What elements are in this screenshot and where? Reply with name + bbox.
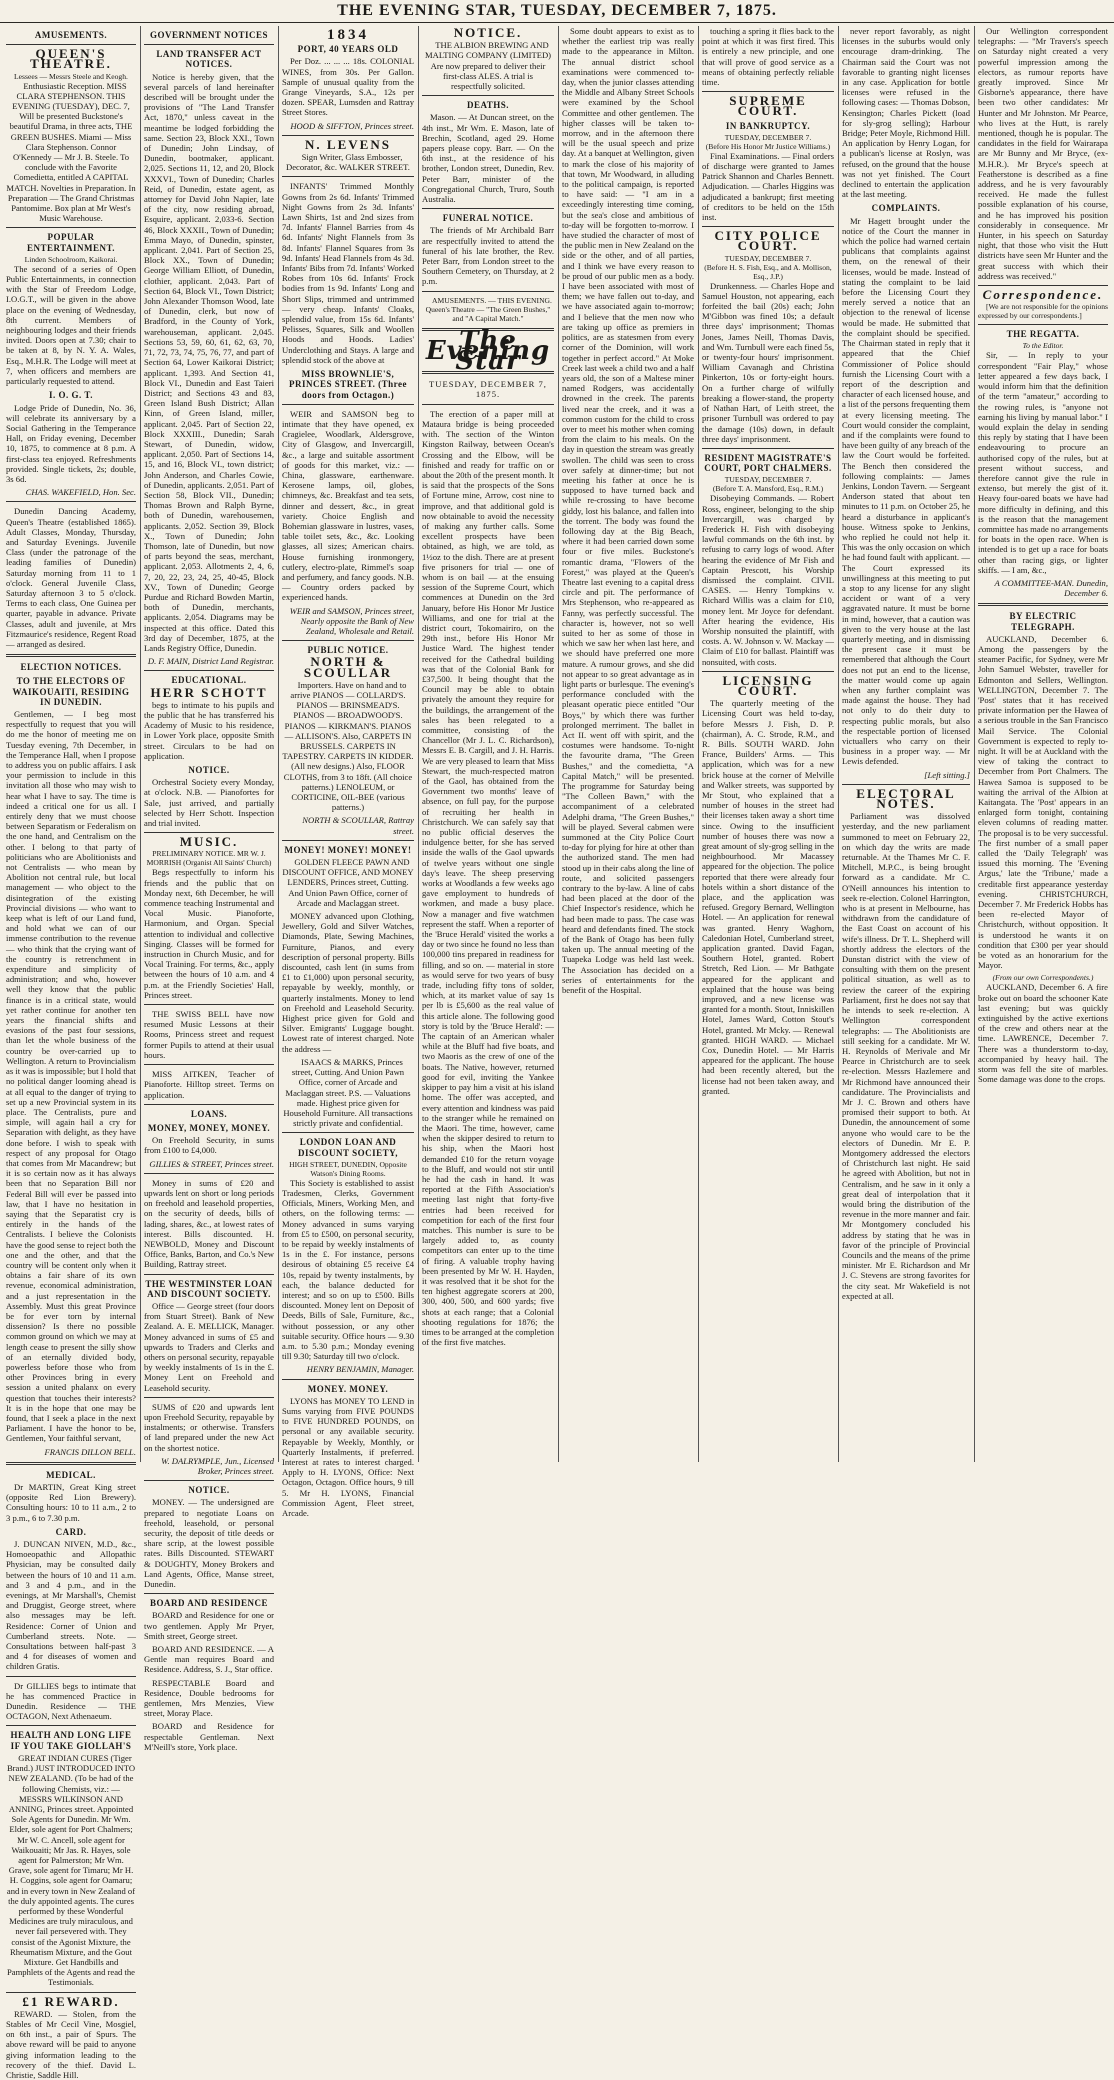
card-title: CARD. <box>55 1526 87 1537</box>
gillies-notice: Dr GILLIES begs to intimate that he has commenced Practice in Dunedin. Residence — THE OCTAGON, Next Athenaeum. <box>6 1680 136 1722</box>
medical-title: MEDICAL. <box>46 1469 96 1480</box>
resident-title: RESIDENT MAGISTRATE'S COURT, PORT CHALMERS. <box>704 452 832 474</box>
health-title: HEALTH AND LONG LIFE IF YOU TAKE GIOLLAH'S <box>10 1730 132 1751</box>
funeral-title: FUNERAL NOTICE. <box>442 213 534 224</box>
column6-intro: touching a spring it flies back to the point at which it was first fired. This is entirely a new principle, and one that will prove of good service as a means of obtaining perfectly reliable time. <box>702 26 834 88</box>
port-signature: HOOD & SIFFTON, Princes street. <box>290 120 414 131</box>
levens-title: N. LEVENS <box>305 136 391 152</box>
government-header: GOVERNMENT NOTICES <box>149 30 269 40</box>
weir-body: WEIR and SAMSON beg to intimate that they have opened, ex Cragielee, Woodlark, Aldersgrove, City of Glasgow, and Invercargill, &c., a large and suitable assortment of goods for this market, viz.: — China, glassware, earthenware. Kerosene lamps, oil, globes, chimneys, &c. Breakfast and tea sets, dinner and dessert, &c., in great variety. Choice English and Bohemian glassware in lustres, vases, table toilet sets, &c., &c. Looking glasses, all sizes; American chairs. House furnishing ironmongery, cutlery, electro-plate, Rimmel's soap and perfumery, and fancy goods. N.B. — Country orders packed by experienced hands. <box>282 408 414 603</box>
public-notice-title: PUBLIC NOTICE. <box>307 645 389 656</box>
loans-header: LOANS. <box>190 1108 228 1119</box>
column-6 <box>702 26 834 1462</box>
bankruptcy-body: Final Examinations. — Final orders of discharge were granted to James Patrick Shannon and Charles Bennett. Adjudication. — Charles Higgins was adjudicated a bankrupt; first meeting of creditors to be held on the 15th inst. <box>702 150 834 223</box>
popular-venue: Linden Schoolroom, Kaikorai. <box>24 254 118 264</box>
popular-title: POPULAR ENTERTAINMENT. <box>26 232 116 253</box>
funeral-body: The friends of Mr Archibald Barr are respectfully invited to attend the funeral of his late brother, the Rev. Peter Barr, from London street to the Southern Cemetery, on Thursday, at 2 p.m. <box>422 225 554 287</box>
electoral-body: Parliament was dissolved yesterday, and the new parliament summoned to meet on February 22, on which day the writs are made returnable. At the Thames Mr C. F. Mitchell, M.P.C., is being brought forward as a candidate. Mr C. O'Neill announces his intention to seek re-election. Colonel Harrington, who is at present in Melbourne, has withdrawn from the candidature of the East Coast on account of his wife's illness. Dr T. L. Shepherd will shortly address the electors of the Dunstan district with the view of consulting with them on the present political situation, as well as to review the career of the expiring Parliament, first he does not say that he intends to seek re-election. A Wellington correspondent telegraphs: — The Abolitionists are still seeking for a candidate. Mr W. H. Reynolds of Merivale and Mr Pearce in Christchurch are to seek re-election. Messrs Hazlemere and Mr Richmond have announced their candidature. The Provincialists and Mr J. C. Brown and others have promised their support to both. At Dunedin, the announcement of some anyone who would care to be the electors of Dunedin. Mr E. P. Montgomery addressed the electors of Christchurch last night. He said he agreed with Abolition, but not in Centralism, and he saw in it only a great deal of interpolation that it would bring the distribution of the revenue in the more manner and fair. Mr Montgomery concluded his address by stating that he was in favor of the principle of Provincial Councils and the means of the prime minister. Mr E. Richardson and Mr J. C. Stevens are strong favorites for the city seat. Mr Wakefield is not expected at all. <box>842 811 970 1301</box>
scoullar-title: NORTH & SCOULLAR <box>303 654 393 680</box>
complaints-title: COMPLAINTS. <box>871 203 941 214</box>
notice2-body: MONEY. — The undersigned are prepared to negotiate Loans on freehold, leasehold, or personal security, the deposit of title deeds or share scrip, at the lowest possible rates. Bills Discounted. STEWART & DOUGHTY, Money Brokers and Land Agents, Office, Manse street, Dunedin. <box>144 1497 274 1590</box>
indian-cures-body: GREAT INDIAN CURES (Tiger Brand.) JUST INTRODUCED INTO NEW ZEALAND. (To be had of the following Chemists, viz.: — MESSRS WILKINSON AND ANNING, Princes street. Appointed Sole Agents for Dunedin. Mr Wm. Elder, sole agent for Port Chalmers; Mr W. C. Ancell, sole agent for Waikouaiti; Mr Jas. R. Hayes, sole agent for Palmerston; Mr Wm. Grave, sole agent for Timaru; Mr H. H. Coggins, sole agent for Oamaru; and in every town in New Zealand of the duly appointed agents. The cures performed by these Wonderful Medicines are truly miraculous, and never fail persevered with. They consist of the Agonist Mixture, the Rheumatism Mixture, and the Gout Mixture. Get Handbills and Pamphlets of the Agents and read the Testimonials. <box>6 1752 136 1988</box>
city-police-judge: (Before H. S. Fish, Esq., and A. Mollison, Esq., J.P.) <box>704 262 832 281</box>
amusements-line: AMUSEMENTS. — THIS EVENING. Queen's Theatre — "The Green Bushes," and "A Capital Match." <box>425 295 552 323</box>
board-notice-1: BOARD and Residence for one or two gentlemen. Apply Mr Pryer, Smith street, George street. <box>144 1610 274 1641</box>
board-notice-2: BOARD AND RESIDENCE. — A Gentle man requires Board and Residence. Address, S. J., Star office. <box>144 1644 274 1675</box>
resident-date: TUESDAY, DECEMBER 7. <box>724 475 812 485</box>
correspondence-note: [We are not responsible for the opinions expressed by our correspondents.] <box>978 302 1108 321</box>
column5-text: Some doubt appears to exist as to whether the earliest trip was really made to the appearance in Milton. The annual district school examinations were commenced to-day, when the junior classes attending the Middle and Albany Street Schools were examined by the School Committee and other gentlemen. The higher classes will be taken to-morrow, and in the afternoon there will be the usual speech and prize day. At a banquet at Wellington, given to mark the close of his majority of that town, Mr Woodward, in alluding to the political campaign, is reported to have said: — "I am in a exceedingly interesting time coming, but the sea's close and ambitious of to-day will be forgotten to-morrow. I have studied the character of most of the public men in New Zealand on the side or the other, and of all parties, and I think we have every reason to be proud of our public men as a body. I have been associated with most of them; we have fallen out to-day, and we have associated again to-morrow; and I believe that the men now who are taking up office as premiers in politics, are as statesmen from every corner of the Dominion, will work together in perfect accord." At Moke Creek last week a child two and a half years old, the son of a Maltese miner named Rodgers, was accidentally drowned in the creek. The parents lived near the creek, and it was a common custom for the child to cross over to meet his mother when coming from the claim to his meals. On the day in question the stream was greatly swollen. The child was seen to cross over safely at dinner-time; but not meeting his father at once he is supposed to have turned back and while re-crossing to have become giddy, lost his balance, and fallen into the torrent. The body was found the following day at the Big Beach, where it had been carried down some four or five miles. Buckstone's romantic drama, "Flowers of the Forest," was played at the Queen's Theatre last evening to a capital dress circle and pit. The performance of Mrs Stephenson, who re-appeared as Fanny, was perfectly successful. The character is, however, not so well suited to her as some of those in which we saw her when last here, and we should have preferred one more mature. A rumour grows, and she did not appear to so great advantage as in light parts or burlesque. The evening's performance concluded with the pleasant operatic piece entitled "Our Boys," by which there was further prolonged merriment. The ballet in Act II. went off with spirit, and the costumes were handsome. To-night the favourite drama, "The Green Bushes," and the comedietta, "A Capital Match," will be presented. The programme for Saturday being "The Colleen Bawn," with the accompaniment of a celebrated Adelphi drama, "The Green Bushes," will be played. Several cabmen were summoned at the City Police Court to-day for plying for hire at other than the authorized stand. The men had stood up in their cabs along the line of route, and solicited passengers contrary to the by-law. A line of cabs had been placed at the door of the Chief Inspector's residence, which he had been made to pass. The case was heard and defendants fined. The stock of the Bank of Otago has been fully taken up. The annual meeting of the Tuapeka Lodge was held last week. The Association has decided on a series of entertainments for the benefit of the Hospital. <box>562 26 694 996</box>
telegraph-body: AUCKLAND, December 6. Among the passengers by the steamer Pacific, for Sydney, were Mr John Samuel Webster, traveller for Edmonton and Sellers, Wellington. WELLINGTON, December 7. The 'Post' states that it has received private information per the Hawea of a serious trouble in the San Francisco Mail Service. The Colonial Government is expected to reply to-night. It will be at Auckland with the view of taking the contract to December from Port Chalmers. The Hawea Samoa is supposed to be waiting the arrival of the Albion at Kaitangata. The 'Post' appears in an enlarged form tonight, containing eleven columns of reading matter. The proposal is to be very successful. The first number of a small paper called the 'Daily Telegraph' was issued this morning. The 'Evening Argus,' late the 'Tribune,' made a creditable first appearance yesterday evening. CHRISTCHURCH, December 7. Mr Frederick Hobbs has been re-elected Mayor of Christchurch, without opposition. It is understood he wants it on condition that £300 per year should be voted as an honorarium for the Mayor. <box>978 633 1108 971</box>
correspondence-title: Correspondence. <box>982 287 1104 303</box>
land-title: LAND TRANSFER ACT NOTICES. <box>156 49 262 70</box>
lodge-signature: CHAS. WAKEFIELD, Hon. Sec. <box>25 487 136 498</box>
own-correspondents: (From our own Correspondents.) <box>992 973 1094 983</box>
column7-intro: never report favorably, as night licenses in the suburbs would only encourage dram-drinking. The Chairman said the Court was not favorable to granting night licenses in any case. Application for bottle licenses were refused in the following cases: — Thomas Dobson, Kensington; Charles Pickett (load for sly-grog selling); Harbour Bridge; Peter Moyle, Richmond Hill. An application by Henry Logan, for a publican's license at Roslyn, was refused, on the ground that the house was not yet finished. The Court declined to entertain the application at the last meeting. <box>842 26 970 200</box>
resident-body: Disobeying Commands. — Robert Ross, engineer, belonging to the ship Invercargill, was charged by Frederick H. Fish with disobeying lawful commands on the 6th inst. by refusing to carry logs of wood. After hearing the evidence of Mr Fish and Captain Prescott, his Worship dismissed the complaint. CIVIL CASES. — Henry Tompkins v. Richard Willis was a claim for £10, money lent. Mr Joyce for defendant. After hearing the evidence, His Worship nonsuited the plaintiff, with costs. A. W. Johnson v. W. Mackay — Claim of £10 for ballast. Plaintiff was nonsuited, with costs. <box>702 493 834 667</box>
board-header: BOARD AND RESIDENCE <box>149 1598 269 1609</box>
golden-text: MONEY advanced upon Clothing, Jewellery, Gold and Silver Watches, Diamonds, Plate, Sewing Machines, Furniture, Pianos, and every description of personal property. Bills discounted, cash lent (in sums from £1 to £1,000) upon personal security, repayable by weekly, monthly, or quarterly instalments. Money to lend on Freehold and Leasehold Security. Highest price given for Gold and Silver. Emigrants' Luggage bought. Lowest rate of interest charged. Note the address — <box>282 911 414 1054</box>
column-8 <box>978 26 1108 1462</box>
schott-notice-body: Orchestral Society every Monday, at o'clock. N.B. — Pianofortes for Sale, just arrived, and partially selected by Herr Schott. Inspection and trial invited. <box>144 777 274 829</box>
masthead-title: THE EVENING STAR, TUESDAY, DECEMBER 7, 1875. <box>337 2 777 19</box>
amusements-header: AMUSEMENTS. <box>34 30 108 40</box>
martin-notice: Dr MARTIN, Great King street (opposite Red Lion Brewery). Consulting hours: 10 to 11 a.m., 2 to 3 p.m., 6 to 7.30 p.m. <box>6 1482 136 1523</box>
swiss-bell-body: THE SWISS BELL have now resumed Music Lessons at their Rooms, Princess street and request former Pupils to attend at their usual hours. <box>144 1009 274 1060</box>
golden-body: GOLDEN FLEECE PAWN AND DISCOUNT OFFICE, AND MONEY LENDERS, Princes street, Cutting. And Union Pawn Office, corner of Arcade and Maclaggan street. <box>282 857 414 908</box>
telegraph-body-2: AUCKLAND, December 6. A fire broke out on board the schooner Kate last evening; but was quickly extinguished by the active exertions of the crew and others near at the time. LAWRENCE, December 7. There was a thunderstorm to-day, accompanied by heavy hail. The storm was fell the site of marbles. Some damage was done to the crops. <box>978 982 1108 1085</box>
city-police-title: CITY POLICE COURT. <box>714 228 822 254</box>
music-body: Begs respectfully to inform his friends and the public that on Monday next, 6th December, he will commence teaching Instrumental and Vocal Music. Pianoforte, Harmonium, and Organ. Special attention to individual and collective Singing. Classes will be formed for instruction in Church Music, and for Vocal Training. For terms, &c., apply between the hours of 10 a.m. and 4 p.m. at the Friendly Societies' Hall, Princes street. <box>144 867 274 1000</box>
page-columns <box>6 25 1108 2080</box>
money2-body: Money in sums of £20 and upwards lent on short or long periods on freehold and leasehold properties, on the security of deeds, bills of lading, shares, &c., at lowest rates of interest. Bills discounted. H. NEWBOLD, Money and Discount Office, Banks, Barton, and Co.'s New Building, Rattray street. <box>144 1177 274 1270</box>
brownlie-title: MISS BROWNLIE'S, PRINCES STREET. (Three doors from Octagon.) <box>289 369 407 400</box>
port-title: PORT, 40 YEARS OLD <box>297 44 399 55</box>
land-signature: D. F. MAIN, District Land Registrar. <box>147 656 274 667</box>
theatre-body: Enthusiastic Reception. MISS CLARA STEPHENSON. THIS EVENING (TUESDAY), DEC. 7, Will be presented Buckstone's beautiful Drama, in three acts, THE GREEN BUSHES. Miami — Miss Clara Stephenson. Connor O'Kennedy — Mr J. B. Steele. To conclude with the Favorite Comedietta, entitled A CAPITAL MATCH. Novelties in Preparation. In Preparation — The Grand Christmas Pantomime. Box plan at Mr West's Music Warehouse. <box>6 80 136 224</box>
schott-notice-title: NOTICE. <box>188 765 230 776</box>
educational-header: EDUCATIONAL. <box>171 675 247 686</box>
electoral-title: ELECTORAL NOTES. <box>856 785 956 812</box>
dalrymple-signature: W. DALRYMPLE, Jun., Licensed Broker, Princes street. <box>161 1455 274 1476</box>
column-3 <box>282 26 414 1519</box>
duncan-notice: J. DUNCAN NIVEN, M.D., &c., Homoeopathic and Allopathic Physician, may be consulted daily between the hours of 10 and 11 a.m. and 3 and 4 p.m., and in the evenings, at Mr Marshall's, Chemist and Druggist, George street, where also messages may be left. Residence: Corner of Union and Cumberland streets. Note. — Consultations between half-past 3 and 4 for diseases of women and children Gratis. <box>6 1539 136 1672</box>
albion-body: THE ALBION BREWING AND MALTING COMPANY (LIMITED) Are now prepared to deliver their first-class ALES. A trial is respectfully solicited. <box>424 40 552 92</box>
reward-title: £1 REWARD. <box>22 1993 120 2009</box>
london-body: This Society is established to assist Tradesmen, Clerks, Government Officials, Miners, Working Men, and others, on the following terms: — Money advanced in sums varying from £5 to £500, on personal security, to be repaid by weekly instalments of 1s in the £. For instance, persons desirous of obtaining £5 receive £4 10s, repaid by twenty instalments, by each, the balance deducted for interest; and so on up to £500. Bills discounted. Money lent on Deposit of Deeds, Bills of Sale, Furniture, &c., without possession, or any other suitable security. Office hours — 9.30 a.m. to 5.30 p.m.; Monday evening till 9.30; Saturday till two o'clock. <box>282 1177 414 1362</box>
london-subtitle: HIGH STREET, DUNEDIN, Opposite Watson's Dining Rooms. <box>289 1159 407 1178</box>
bankruptcy-judge: (Before His Honor Mr Justice Williams.) <box>705 141 831 151</box>
licensing-body: The quarterly meeting of the Licensing Court was held to-day, before Messrs J. Fish, D. P. (chairman), A. C. Strode, R.M., and R. Bills. SOUTH WARD. John France, Builders' Arms. — This application, which was for a new brick house at the corner of Melville and Walker streets, was supported by Mr Stout, who explained that a number of houses in the street had their licenses taken away a short time since. Owing to the insufficient number of houses there was now a great amount of sly-grog selling in the neighbourhood. Mr Macassey appeared for the objection. The police reported that there were already four hotels within a short distance of the place, and the application was refused. Gregory Bernard, Wellington Hotel. — An application for renewal was granted. Henry Waghorn, Caledonian Hotel, Cumberland street, application granted. David Fagan, Southern Hotel, granted. Robert Stretch, Red Lion. — Mr Bathgate appeared for the applicant and explained that the house was being improved, and a new license was granted for a month. Stout, Inniskillen Hotel, James Ward, Cotton Stout's Hotel, granted. Mr Mcky. — Renewal granted. HIGH WARD. — Michael Cox, Dunedin Hotel. — Mr Harris appeared for the applicant. The house had been recently altered, but the license had not been taken away, and granted. <box>702 698 834 1096</box>
schott-title: HERR SCHOTT <box>150 684 268 700</box>
weir-signature: WEIR and SAMSON, Princes street, Nearly opposite the Bank of New Zealand, Wholesale and Retail. <box>289 605 414 636</box>
scoullar-body: Importers. Have on hand and to arrive PIANOS — COLLARD'S. PIANOS — BRINSMEAD'S. PIANOS — BROADWOOD'S. PIANOS — KIRKMAN'S. PIANOS — ALLISON'S. Also, CARPETS IN BRUSSELS. CARPETS IN TAPESTRY. CARPETS IN KIDDER. (All new designs.) Also, FLOOR CLOTHS, from 3 to 18ft. (All choice patterns.) LENOLEUM, or CORTICINE, OIL-BEE (various patterns.) <box>282 679 414 813</box>
port-body: Per Doz. ... ... ... 18s. COLONIAL WINES, from 30s. Per Gallon. Sample of unusual quality from the Grange Vineyards, S.A., 12s per dozen. SPEAR, Lumsden and Rattray Street Stores. <box>282 56 414 118</box>
complaints-body: Mr Hagett brought under the notice of the Court the manner in which the police had warned certain publicans that complaints against them, on the renewal of their licenses, would be made. Instead of stating the complaint to be laid before the Licensing Court they merely served a notice that an objection to the renewal of license would be made. He submitted that the complaint should be specified. The Chairman stated in reply that it appeared that the Chief Commissioner of Police should furnish the Licensing Court with a report of the description and character of each licensed house, and a list of the persons frequenting them at every licensing meeting. The Court would consider the complaint, and if the complaints were found to have been guilty of any breach of the law the Court would be forfeited. The Bench then considered the following complaints: — James Jenkins, London Tavern. — Sergeant Anderson stated that about ten minutes to 11 p.m. on October 25, he heard a disturbance in applicant's house. Witness spoke to Jenkins, who replied he could not help it. This was the only occasion on which he had found fault with applicant. — The Court expressed its unwillingness at this meeting to put a stop to any license for any slight accident or want of a very aggravated nature. It must be borne in mind, however, that a caution was given to the very house at the last quarterly meeting, and in dismissing the present case it must be remembered that although the Court does not put an end to the license, the matter would come up again when any further complaint was made against the house. They had not only to do their duty to respecting public morals, but also the respectable portion of licensed victuallers who carry on their business in a proper way. — Mr Lewis defended. <box>842 215 970 767</box>
isaacs-body: ISAACS & MARKS, Princes street, Cutting. And Union Pawn Office, corner of Arcade and Maclaggan street. P.S. — Valuations made. Highest price given for Household Furniture. All transactions strictly private and confidential. <box>283 1056 413 1129</box>
theatre-lessees: Lessees — Messrs Steele and Keogh. <box>14 71 128 81</box>
election-subtitle: TO THE ELECTORS OF WAIKOUAITI, RESIDING IN DUNEDIN. <box>12 676 130 707</box>
regatta-body: Sir, — In reply to your correspondent "Fair Play," whose letter appeared a few days back, I would inform him that the definition of the term "amateur," according to the rowing rules, is "anyone not earning his living by manual labor." I would explain the delay in sending this reply by stating that I have been endeavouring to procure an authorised copy of the rules, but at present without success, and therefore cannot give the rule in extenso, but merely the gist of it. Heavy four-oared boats we have had more difficulty in defining, and this is the reason that the management committee has made no arrangements for boats in the open race. When is intended is to get up a race for boats other than racing gigs, or lighter skiffs. — I am, &c., <box>978 350 1108 575</box>
money-body: On Freehold Security, in sums from £100 to £4,000. <box>144 1135 274 1156</box>
column-2 <box>144 26 274 1752</box>
supreme-court-title: SUPREME COURT. <box>729 93 807 119</box>
scoullar-signature: NORTH & SCOULLAR, Rattray street. <box>302 815 414 836</box>
sums-body: SUMS of £20 and upwards lent upon Freehold Security, repayable by instalments; or otherwise. Transfers of land prepared under the new Act on the shortest notice. <box>144 1401 274 1453</box>
resident-judge: (Before T. A. Mansford, Esq., R.M.) <box>712 484 824 494</box>
london-title: LONDON LOAN AND DISCOUNT SOCIETY, <box>297 1137 399 1158</box>
bankruptcy-date: TUESDAY, DECEMBER 7. <box>724 132 812 142</box>
golden-title: MONEY! MONEY! MONEY! <box>284 844 412 855</box>
board-notice-3: RESPECTABLE Board and Residence, Double bedrooms for gentlemen, Mrs Menzies, View street, Moray Place. <box>144 1677 274 1719</box>
column-4 <box>422 26 554 1462</box>
lyons-body: LYONS has MONEY TO LEND in Sums varying from FIVE POUNDS to FIVE HUNDRED POUNDS, on personal or any available security. Repayable by Weekly, Monthly, or Quarterly Instalments, if preferred. Interest at rates to interest charged. Apply to H. LYONS, Office: Next Octagon, Octagon. Office hours, 9 till 5. Mr H. LYONS, Financial Commission Agent, Fleet street, Arcade. <box>282 1395 414 1519</box>
board-notice-4: BOARD and Residence for respectable Gentleman. Next M'Neill's store, York place. <box>144 1721 274 1752</box>
leader-text: The erection of a paper mill at Mataura bridge is being proceeded with. The section of the Winton Kingston Railway, between Ocean's Crossing and the Elbow, will be finished and ready for traffic on or about the 20th of the present month. It is said that the prospects of the Sons of Fortune mine, Arrow, cost nine to improve, and that additional gold is now obtainable to avoid the necessity of making any further calls. Some excellent prospects have been obtained, as high, we are told, as 1½oz to the dish. There are at present five prisoners for trial — one of whom is on bail — at the ensuing session of the Supreme Court, which commences at Dunedin on the 3rd January, before His Honor Mr Justice Williams, and one for trial at the district court, Tokomairiro, on the 29th inst., before His Honor Mr Justice Ward. The highest tender received for the Cathedral building was that of the Colonial Bank for £37,500. It being thought that the Council may be able to obtain privately the amount they require for the buildings, the arrangement of the sales has been relegated to a committee, consisting of the Chancellor (Mr J. L. C. Richardson), Messrs E. B. Cargill, and J. H. Harris. We are very pleased to learn that Miss Stewart, the much-respected matron of the Gaol, has obtained from the Government two months' leave of absence, on full pay, for the purpose of recruiting her health in Christchurch. We can safely say that no public official deserves the indulgence better, for she has served inside the walls of the Gaol upwards of twelve years without one single day's leave. The sheep preserving works at Woodlands a few weeks ago gave employment to hundreds of workmen, and made a busy place. Now a manager and five watchmen represent the staff. When a reporter of the 'Bruce Herald' visited the works a day or two since he found no less than 100,000 tins prepared in readiness for filling, and so on. — material in store as would serve for two years of busy trade, including fifty tons of solder, which, at its market value of say 1s per lb is £5,600 as the real value of this article alone. The following good story is told by the 'Bruce Herald': — The captain of an American whaler while at the Bluff had five boats, and two Maoris as the crew of one of the boats. The Native, however, returned good for evil, inviting the Yankee skipper to pay him a visit at his island home. The offer was accepted, and every attention and kindness was paid to the stranger while he remained on the Maori. The time, however, came when the skipper desired to return to his ship, when the Maori host demanded £10 for the return voyage to the Bluff, and would not stir until he had the cash in hand. It was reported at the Fifth Association's meeting last night that forty-five entries had been received for competition for each of the first four matches. This number is sure to be largely added to, as county competitors can enter up to the time of firing. A valuable trophy having been presented by Mr W. H. Hayden, it was resolved that it be shot for the ten highest aggregate scorers at 200, 300, 400, 500, and 600 yards; five shots at each range; that a Colonial shooting regulations for 1876; the times to be arranged at the completion of the first five matches. <box>422 408 554 1348</box>
city-police-body: Drunkenness. — Charles Hope and Samuel Houston, not appearing, each forfeited the bail (20s) each; John M'Gibbon was fined 10s; a default three days' imprisonment; Thomas Jones, James Neill, Thomas Davis, and Wm. Turnbull were each fined 5s, or twenty-four hours' imprisonment. William Cavanagh and Christina Pinkerton, 10s or forty-eight hours. On a further charge of wilfully breaking a flower-stand, the property of Nathan Hart, of Leith street, the prisoner Turnbull was ordered to pay the damage (10s) down, in default three days' imprisonment. <box>702 280 834 444</box>
lodge-body: Lodge Pride of Dunedin, No. 36, will celebrate its anniversary by a Social Gathering in the Temperance Hall, on Friday evening, December 10, 1875, to commence at 8 p.m. A first-class tea enjoyed. Refreshments provided. Single tickets, 2s; double, 3s 6d. <box>6 402 136 484</box>
city-police-date: TUESDAY, DECEMBER 7. <box>724 253 812 263</box>
westminster-title: THE WESTMINSTER LOAN AND DISCOUNT SOCIETY. <box>145 1278 273 1299</box>
port-year: 1834 <box>327 27 369 43</box>
levens-body: Sign Writer, Glass Embosser, Decorator, &c. WALKER STREET. <box>286 152 410 173</box>
music-subtitle: PRELIMINARY NOTICE. MR W. J. MORRISH (Organist All Saints' Church) <box>146 849 272 868</box>
election-title: ELECTION NOTICES. <box>20 662 122 673</box>
notice2-title: NOTICE. <box>188 1485 230 1496</box>
regatta-title: THE REGATTA. <box>1006 329 1080 340</box>
regatta-to: To the Editor. <box>1022 341 1064 351</box>
money3-title: MONEY. MONEY. <box>307 1383 389 1394</box>
money-signature: GILLIES & STREET, Princes street. <box>149 1158 274 1169</box>
bankruptcy-title: IN BANKRUPTCY. <box>725 120 811 131</box>
licensing-title: LICENSING COURT. <box>722 672 814 698</box>
theatre-title: QUEEN'S THEATRE. <box>30 46 112 72</box>
reward-body: REWARD. — Stolen, from the Stables of Mr Cecil Vine, Mosgiel, on 6th inst., a pair of Spurs. The above reward will be paid to anyone giving information leading to the recovery of the thief. David L. Christie, Saddle Hill. <box>6 2008 136 2080</box>
popular-body: The second of a series of Open Public Entertainments, in connection with the Star of Freedom Lodge, I.O.G.T., will be given in the above place on the evening of Wednesday, 8th current. Members of neighbouring lodges and their friends invited. Doors open at 7.30; chair to be taken at 8, by N. Y. A. Wales, Esq., M.H.R. The Lodge will meet at 7, when officers and members are particularly requested to attend. <box>6 263 136 387</box>
deaths-title: DEATHS. <box>466 100 510 111</box>
westminster-body: Office — George street (four doors from Stuart Street). Bank of New Zealand. A. E. MELLICK, Manager. Money advanced in sums of £5 and upwards to Traders and Clerks and others on personal security, repayable by weekly instalments of 1s in the £. Money Lent on Freehold and Leasehold security. <box>144 1300 274 1393</box>
column-5 <box>562 26 694 1462</box>
iogt-title: I. O. G. T. <box>49 390 93 401</box>
column-7 <box>842 26 970 1462</box>
regatta-signature: A COMMITTEE-MAN. Dunedin, December 6. <box>994 577 1108 599</box>
deaths-body: Mason. — At Duncan street, on the 4th inst., Mr Wm. E. Mason, late of Brechin, Scotland, aged 29. Home papers please copy. Barr. — On the 6th inst., at the residence of his brother, London street, Dunedin, Rev. Peter Barr, minister of the Congregational Church, Truro, South Australia. <box>422 112 554 205</box>
newspaper-masthead <box>0 0 1114 23</box>
albion-notice-title: NOTICE. <box>453 25 523 40</box>
left-sitting: [Left sitting.] <box>924 769 970 780</box>
election-body: Gentlemen, — I beg most respectfully to request that you will do me the honor of meeting me on Tuesday evening, 7th December, in the Temperance Hall, when I propose to address you on public affairs. I ask your permission to include in this invitation all those who may wish to hear what I have to say. The time is indeed a critical one for us all. I entirely deny that we must choose between Separatism or Federalism on the one hand, and Centralism on the other. I belong to that party of politicians who are Abolitionists and not Centralists — who mean by Abolition not central rule, but local management — who object to the disintegration of the existing Provincial divisions — who want to keep what is left of our Land fund, and hold what we can of our immense contribution to the revenue — who think that the crying want of the country is retrenchment in expenditure and simplicity of administration; and who, however well they know that the public finance is in a critical state, would yet rather continue for another ten years the financial shifts and evasions of the past four sessions, than let the whole business of the country be over-carried up to Wellington. A return to Provincialism as it was is impossible; but I hold that no political danger looming ahead is at all equal to the danger of trying to set up a new Provincial system in its place. The Centralists, pure and simple, will again hail a cry for Separation with delight, as they have done before. I wish to speak with respect of any proposal for Otago that comes from Mr Macandrew; but it is so certain now as it has always been that no Separation Bill nor Federal Bill will ever be passed into law, that I have no hesitation in saying that the Separatist cry is entirely in the hands of the Centralists. I believe the Colonists have the good sense to reject both the one and the other, and that the country will be content only when it obtains a fair share of its own revenue, economical administration, and a just representation in the Assembly. Must this great Province be for ever torn by internal dissension? Is there no possible common ground on which we may at length cease to present the silly show of an eternally divided body, powerless before those who from other Provinces bring in every session a united phalanx on every question that touches their interests? It is in the hope that one may be found, that I seek a place in the next Parliament. I have the honor to be, Gentlemen, Your faithful servant, <box>6 708 136 1444</box>
money-title: MONEY, MONEY, MONEY. <box>147 1122 271 1133</box>
london-signature: HENRY BENJAMIN, Manager. <box>306 1364 414 1375</box>
evening-star-masthead: The Evening Star <box>425 325 551 377</box>
infants-body: INFANTS' Trimmed Monthly Gowns from 2s 6d. Infants' Trimmed Night Gowns from 2s 3d. Infants' Lawn Shirts, 1st and 2nd sizes from 7d. Infants' Flannel Barries from 4s 6d. Infants' Night Flannels from 3s 8d. Infants' Flannel Squares from 3s 9d. Infants' Head Flannels from 4s 3d. Infants' Bibs from 7d. Infants' Worked Robes from 10s 6d. Infants' Frock bodies from 1s 9d. Infants' Long and Short Slips, trimmed and untrimmed — very cheap. Infants' Cloaks, splendid value, from 15s 6d. Infants' Pelisses, Squares, Silk and Woollen Hoods and Hoods. Ladies' Underclothing and Stays. A large and splendid stock of the above at <box>282 181 414 365</box>
date-line: TUESDAY, DECEMBER 7, 1875. <box>429 379 547 400</box>
dancing-body: Dunedin Dancing Academy, Queen's Theatre (established 1865). Adult Classes, Monday, Thursday, and Saturday Evenings. Juvenile Class (under the patronage of the leading families of Dunedin) Saturday morning from 11 to 1 o'clock. General Juvenile Class, Saturday afternoon 3 to 5 o'clock. Terms to each class, One Guinea per quarter, payable in advance. Private Classes, adult and juvenile, at Mrs Fitzmaurice's residence, Regent Road — arranged as desired. <box>6 506 136 649</box>
aitken-notice: MISS AITKEN, Teacher of Pianoforte. Hilltop street. Terms on application. <box>144 1069 274 1100</box>
telegraph-title: BY ELECTRIC TELEGRAPH. <box>1009 611 1077 632</box>
land-body: Notice is hereby given, that the several parcels of land hereinafter described will be brought under the provisions of "The Land Transfer Act, 1870," unless caveat in the meantime be lodged forbidding the same. Section 23, Block XXI., Town of Dunedin; John Lindsay, of Dunedin, bootmaker, applicant. 2,025. Sections 11, 12, and 20, Block XXXVI., Town of Dunedin; Charles Reid, of Dunedin, estate agent, as attorney for David John Napier, late of the city, now residing abroad, Esquire, applicant. 2,033-6. Section 46, Block XXXII., Town of Dunedin; Emma Mayo, of Dunedin, spinster, applicant. 2,041. Part of Section 25, Block XX., Town of Dunedin; George William Elliott, of Dunedin, clothier, applicant. 2,043. Part of Section 64, Block VI., Town District; John Alexander Thomson Wood, late of Dunedin, clerk, but now of Bradford, in the County of York, warehouseman, applicant. 2,045. Sections 53, 59, 60, 61, 62, 63, 70, 71, 72, 73, 74, 75, 76, 77, and part of Section 64, Lower Kaikorai District; applicant. 1,393. And Section 41, Block VI., Dunedin and East Taieri District; and Sections 43 and 83, Green Island Bush District; Allan Kinn, of Green Island, miller, applicant. 2,045. Part of Section 22, Block XXXIII., Dunedin; Sarah Stewart, of Dunedin, widow, applicant. 2,050. Part of Sections 14, 15, and 16, Block VI., town district; John Anderson, and Charles Cowie, of Dunedin, applicants. 2,051. Part of Section 58, Block VII., Dunedin; Thomas Brown and Ralph Byrne, both of Dunedin, warehousemen, applicants. 2,052. Section 39, Block X., Town of Dunedin; John Thomson, late of Dunedin, but now of parts beyond the seas, merchant, applicant. 2,053. Allotments 2, 4, 6, 7, 20, 22, 23, 24, 25, 40-45, Block XV., Town of Dunedin; George Purdue and Richard Bowden Martin, both of Dunedin, merchants, applicants. 2,054. Diagrams may be inspected at this office. Dated this 3rd day of December, 1875, at the Lands Registry Office, Dunedin. <box>144 71 274 653</box>
column8-intro: Our Wellington correspondent telegraphs: — "Mr Travers's speech on Saturday night created a very powerful impression among the electors, as rumour reports have greatly improved. Since Mr Gisborne's appearance, there have been two other candidates: Mr Hunter and Mr Johnston. Mr Pearce, who lives at the Hutt, is rarely mentioned, though he is popular. The candidates in the field for Wairarapa are Mr Bunny and Mr Bryce, (ex-M.H.R.). Mr Bryce's speech at Featherstone is described as a fine address, and he is very favourably received. He made the fullest possible explanation of his course, and he has improved his position considerably in consequence. Mr Hunter, in his speech on Saturday night, that those who visit the Hutt districts have seen Mr Hunter and the great success with which their address was received." <box>978 26 1108 281</box>
election-signature: FRANCIS DILLON BELL. <box>44 1446 136 1457</box>
schott-body: begs to intimate to his pupils and the public that he has transferred his Academy of Music to his residence, in Lower York place, opposite Smith street. Circulars to be had on application. <box>144 699 274 761</box>
music-title: MUSIC. <box>179 834 239 850</box>
column-1 <box>6 26 136 2080</box>
